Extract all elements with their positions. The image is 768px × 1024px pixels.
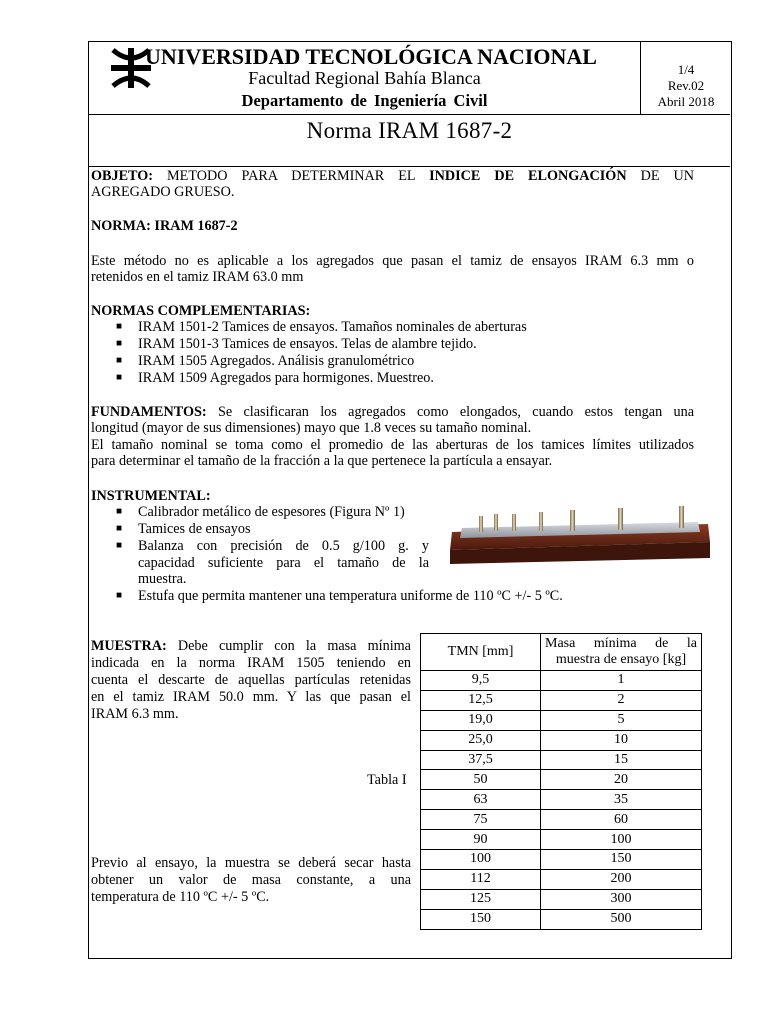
complementarias-heading: NORMAS COMPLEMENTARIAS: [91,303,311,319]
objeto-text-c: DE UN [640,168,695,184]
page-title [89,118,730,144]
muestra-line5: IRAM 6.3 mm. [91,706,179,722]
revision: Rev.02 [667,78,705,93]
page-number: 1/4 [677,62,695,77]
table-row: 19,0 5 [421,710,702,730]
aplicacion-line2: retenidos en el tamiz IRAM 63.0 mm [91,269,304,285]
bullet-icon: ■ [116,355,123,366]
muestra-line1: MUESTRA: Debe cumplir con la masa mínima [91,638,411,654]
university-name: UNIVERSIDAD TECNOLÓGICA NACIONAL [145,44,597,69]
instrumental-item3-line2: capacidad suficiente para el tamaño de la [138,555,429,571]
objeto-text-b: INDICE DE ELONGACIÓN [429,168,627,184]
table-header-row [421,634,702,671]
muestra-p1: Previo al ensayo, la muestra se deberá secar hasta [91,855,411,871]
faculty-name: Facultad Regional Bahía Blanca [248,68,481,88]
bullet-icon: ■ [116,590,123,601]
department-name: Departamento de Ingeniería Civil [241,91,488,110]
title-text: Norma IRAM 1687-2 [306,118,513,143]
norma-heading: NORMA: IRAM 1687-2 [91,218,238,234]
bullet-icon: ■ [116,372,123,383]
fundamentos-line3: El tamaño nominal se toma como el promedio de las aberturas de los tamices límites utilizados [91,437,694,453]
table-row: 112 200 [421,869,702,889]
table-row: 150 500 [421,909,702,929]
muestra-line2: indicada en la norma IRAM 1505 teniendo en [91,655,411,671]
muestra-p3: temperatura de 110 ºC +/- 5 ºC. [91,889,270,905]
revision-date: Abril 2018 [657,94,715,109]
objeto-line2: AGREGADO GRUESO. [91,184,235,200]
title-bar [89,114,730,167]
muestra-p2: obtener un valor de masa constante, a una [91,872,411,888]
aplicacion-line1: Este método no es aplicable a los agregados que pasan el tamiz de ensayos IRAM 6.3 mm o [91,253,694,269]
mass-table [420,633,702,930]
fundamentos-line1: FUNDAMENTOS: Se clasificaran los agregados como elongados, cuando estos tengan una [91,404,695,420]
bullet-icon: ■ [116,523,123,534]
bullet-icon: ■ [116,540,123,551]
table-row: 63 35 [421,790,702,810]
bullet-icon: ■ [116,338,123,349]
objeto-label: OBJETO: [91,168,154,184]
fundamentos-line2: longitud (mayor de sus dimensiones) mayo que 1.8 veces su tamaño nominal. [91,420,532,436]
instrumental-item3-line3: muestra. [138,571,187,587]
header [89,42,730,115]
objeto-text-a: METODO PARA DETERMINAR EL [167,168,416,184]
table-row: 125 300 [421,889,702,909]
revision-box [640,62,732,110]
muestra-line4: en el tamiz IRAM 50.0 mm. Y las que pasan el [91,689,411,705]
gauge-photo [446,504,712,566]
instrumental-heading: INSTRUMENTAL: [91,488,211,504]
bullet-icon: ■ [116,321,123,332]
table-row: 25,0 10 [421,730,702,750]
table-row: 50 20 [421,770,702,790]
muestra-label: MUESTRA: [91,638,167,654]
objeto-line1 [91,168,694,184]
table-row: 12,5 2 [421,690,702,710]
table-caption: Tabla I [367,772,407,788]
muestra-line3: cuenta el descarte de aquellas partículas retenidas [91,672,411,688]
fundamentos-label: FUNDAMENTOS: [91,404,207,420]
header-main [89,42,641,114]
table-row: 9,5 1 [421,671,702,691]
bullet-icon: ■ [116,506,123,517]
table-row: 100 150 [421,850,702,870]
table-header-tmn: TMN [mm] [421,634,541,671]
table-row: 75 60 [421,810,702,830]
instrumental-item3-line1: Balanza con precisión de 0.5 g/100 g. y [138,538,429,554]
table-row: 90 100 [421,830,702,850]
table-row: 37,5 15 [421,750,702,770]
table-header-masa: Masa mínima de la muestra de ensayo [kg] [541,634,702,671]
fundamentos-line4: para determinar el tamaño de la fracción a la que pertenece la partícula a ensayar. [91,453,553,469]
